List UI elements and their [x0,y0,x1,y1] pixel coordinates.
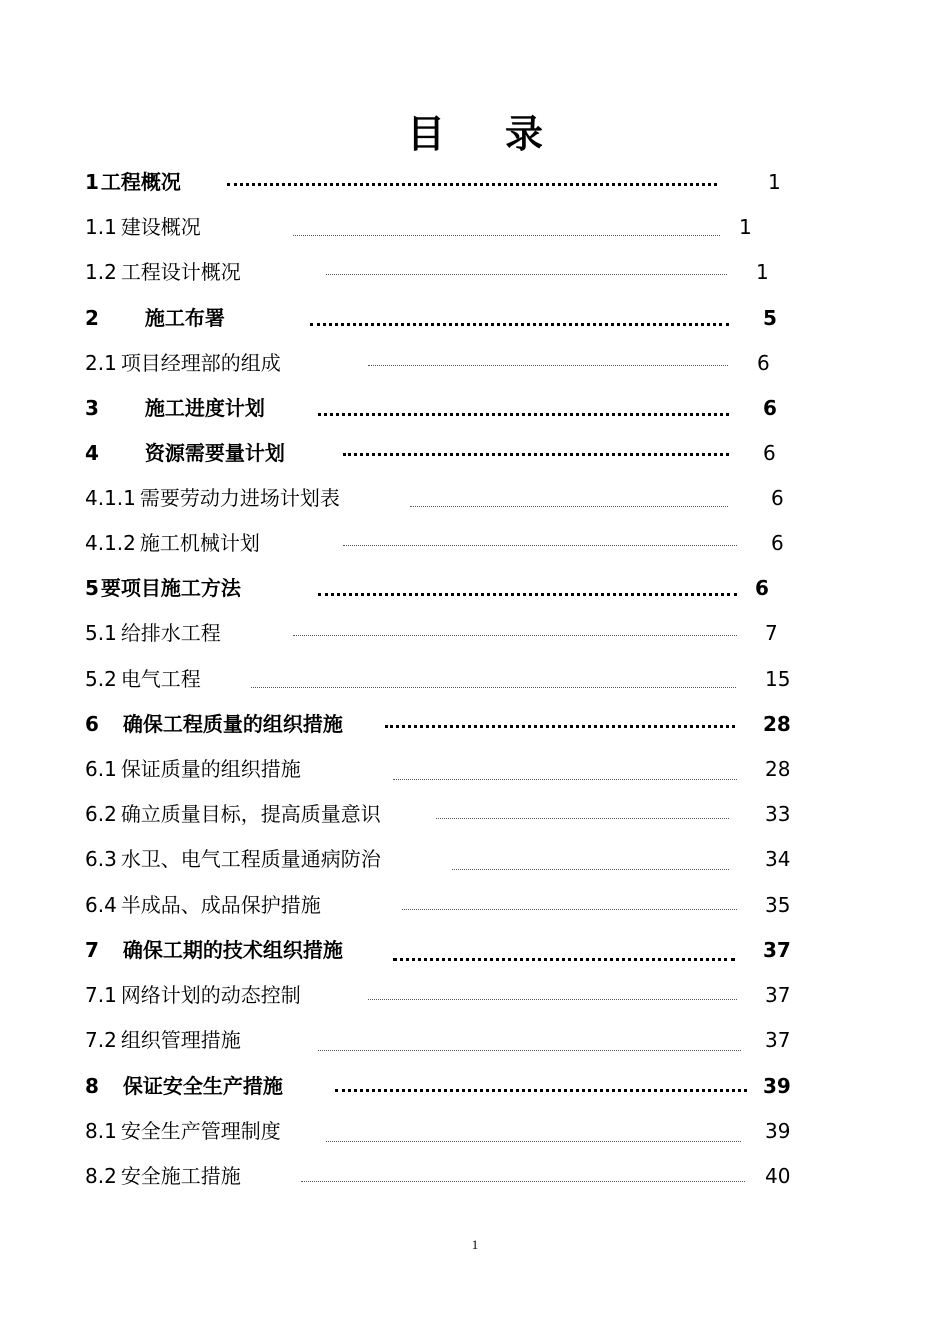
toc-leader-dots [343,453,729,456]
toc-leader-dots [402,909,737,910]
toc-leader-dots [293,235,720,236]
toc-entry-label [85,483,340,513]
toc-entry-title: 工程概况 [100,170,181,194]
toc-entry-label [85,799,381,829]
toc-entry-title: 水卫、电气工程质量通病防治 [120,847,381,871]
toc-entry-title: 保证质量的组织措施 [120,757,301,781]
toc-entry-title: 项目经理部的组成 [120,351,281,375]
toc-entry-title: 资源需要量计划 [144,441,285,465]
toc-entry[interactable] [85,799,825,829]
toc-entry[interactable] [85,664,825,694]
toc-entry[interactable] [85,393,825,423]
toc-entry-page: 7 [765,621,778,645]
toc-leader-dots [436,818,729,819]
toc-entry-page: 33 [765,802,791,826]
toc-entry-page: 6 [763,396,777,420]
toc-entry-page: 39 [765,1119,791,1143]
toc-entry[interactable] [85,303,825,333]
toc-entry-number: 1.2 [85,260,117,284]
toc-entry-page: 5 [763,306,777,330]
toc-entry-number: 7 [85,938,99,962]
toc-entry-label [85,754,301,784]
toc-entry-number: 2 [85,306,99,330]
toc-entry-title: 建设概况 [120,215,201,239]
toc-entry-page: 6 [771,486,784,510]
toc-entry-page: 35 [765,893,791,917]
toc-entry-label [85,980,301,1010]
toc-leader-dots [393,958,735,961]
toc-entry-number: 8 [85,1074,99,1098]
toc-leader-dots [251,687,736,688]
toc-entry-label [85,664,201,694]
toc-entry-number: 1.1 [85,215,117,239]
toc-leader-dots [318,593,737,596]
title-char-right: 录 [505,112,544,157]
toc-entry-label [85,303,225,333]
toc-entry-page: 34 [765,847,791,871]
toc-leader-dots [318,413,729,416]
toc-entry[interactable] [85,980,825,1010]
toc-entry-number: 8.2 [85,1164,117,1188]
toc-entry[interactable] [85,1161,825,1191]
toc-entry-number: 6.1 [85,757,117,781]
toc-entry-label [85,1116,281,1146]
toc-entry-title: 保证安全生产措施 [122,1074,283,1098]
toc-entry-label [85,935,343,965]
title-char-left: 目 [406,112,445,157]
toc-entry[interactable] [85,1116,825,1146]
toc-entry-number: 7.2 [85,1028,117,1052]
toc-leader-dots [318,1050,741,1051]
toc-entry-number: 8.1 [85,1119,117,1143]
toc-entry-number: 6.3 [85,847,117,871]
toc-leader-dots [335,1089,747,1092]
toc-entry-label [85,393,265,423]
toc-entry[interactable] [85,348,825,378]
toc-entry-title: 半成品、成品保护措施 [120,893,321,917]
toc-entry-title: 组织管理措施 [120,1028,241,1052]
page-number: 1 [471,1237,479,1252]
toc-entry[interactable] [85,890,825,920]
toc-entry-title: 确保工程质量的组织措施 [122,712,343,736]
toc-entry-number: 5 [85,576,99,600]
toc-entry[interactable] [85,618,825,648]
toc-entry[interactable] [85,212,825,242]
toc-entry-label [85,257,241,287]
toc-entry-title: 安全生产管理制度 [120,1119,281,1143]
toc-entry-page: 37 [763,938,791,962]
toc-entry-title: 施工进度计划 [144,396,265,420]
toc-entry-title: 电气工程 [120,667,201,691]
toc-entry-page: 15 [765,667,791,691]
toc-leader-dots [368,365,728,366]
toc-entry-number: 6.2 [85,802,117,826]
toc-entry-title: 确立质量目标，提高质量意识 [120,802,381,826]
toc-entry-page: 6 [771,531,784,555]
toc-leader-dots [410,506,728,507]
toc-entry-page: 28 [765,757,791,781]
toc-leader-dots [301,1181,745,1182]
toc-leader-dots [326,274,727,275]
toc-entry-number: 5.1 [85,621,117,645]
toc-entry-page: 28 [763,712,791,736]
toc-entry[interactable] [85,438,825,468]
toc-leader-dots [310,323,729,326]
toc-entry-title: 需要劳动力进场计划表 [139,486,340,510]
toc-leader-dots [393,779,737,780]
toc-entry[interactable] [85,167,825,197]
toc-entry-label [85,438,285,468]
toc-entry-label [85,890,321,920]
toc-entry-page: 6 [757,351,770,375]
toc-entry[interactable] [85,257,825,287]
toc-entry[interactable] [85,844,825,874]
toc-leader-dots [343,545,737,546]
toc-entry-page: 6 [763,441,776,465]
toc-leader-dots [227,183,717,186]
toc-entry[interactable] [85,709,825,739]
toc-leader-dots [452,869,729,870]
toc-entry-label [85,618,221,648]
toc-entry-title: 确保工期的技术组织措施 [122,938,343,962]
toc-entry-page: 39 [763,1074,791,1098]
toc-entry-title: 施工布署 [144,306,225,330]
toc-entry-label [85,709,343,739]
toc-entry-page: 37 [765,983,791,1007]
toc-entry-page: 1 [739,215,752,239]
toc-entry-title: 安全施工措施 [120,1164,241,1188]
toc-entry-number: 1 [85,170,99,194]
toc-entry-number: 2.1 [85,351,117,375]
toc-entry-title: 工程设计概况 [120,260,241,284]
toc-entry[interactable] [85,1025,825,1055]
toc-entry-label [85,844,381,874]
toc-entry-label [85,1071,283,1101]
toc-entry-title: 施工机械计划 [139,531,260,555]
toc-entry-title: 给排水工程 [120,621,221,645]
toc-leader-dots [293,635,737,636]
toc-entry-page: 6 [755,576,769,600]
toc-entry-number: 4 [85,441,99,465]
toc-entry-page: 37 [765,1028,791,1052]
toc-entry[interactable] [85,754,825,784]
toc-leader-dots [368,999,737,1000]
toc-entry[interactable] [85,528,825,558]
toc-entry[interactable] [85,1071,825,1101]
toc-entry-label [85,167,181,197]
toc-entry-label [85,348,281,378]
toc-entry-number: 6.4 [85,893,117,917]
toc-entry-label [85,1025,241,1055]
toc-entry-number: 5.2 [85,667,117,691]
toc-entry-number: 4.1.1 [85,486,136,510]
toc-entry-number: 7.1 [85,983,117,1007]
toc-entry-page: 40 [765,1164,791,1188]
toc-entry-number: 6 [85,712,99,736]
toc-entry-number: 3 [85,396,99,420]
toc-entry-number: 4.1.2 [85,531,136,555]
toc-leader-dots [326,1141,741,1142]
toc-entry-title: 要项目施工方法 [100,576,241,600]
toc-entry-label [85,212,201,242]
toc-entry-label [85,573,241,603]
toc-leader-dots [385,725,735,728]
toc-entry[interactable] [85,483,825,513]
toc-entry[interactable] [85,573,825,603]
toc-entry-label [85,528,260,558]
toc-entry-title: 网络计划的动态控制 [120,983,301,1007]
toc-entry-page: 1 [768,170,781,194]
toc-entry[interactable] [85,935,825,965]
toc-entry-page: 1 [756,260,769,284]
toc-entry-label [85,1161,241,1191]
